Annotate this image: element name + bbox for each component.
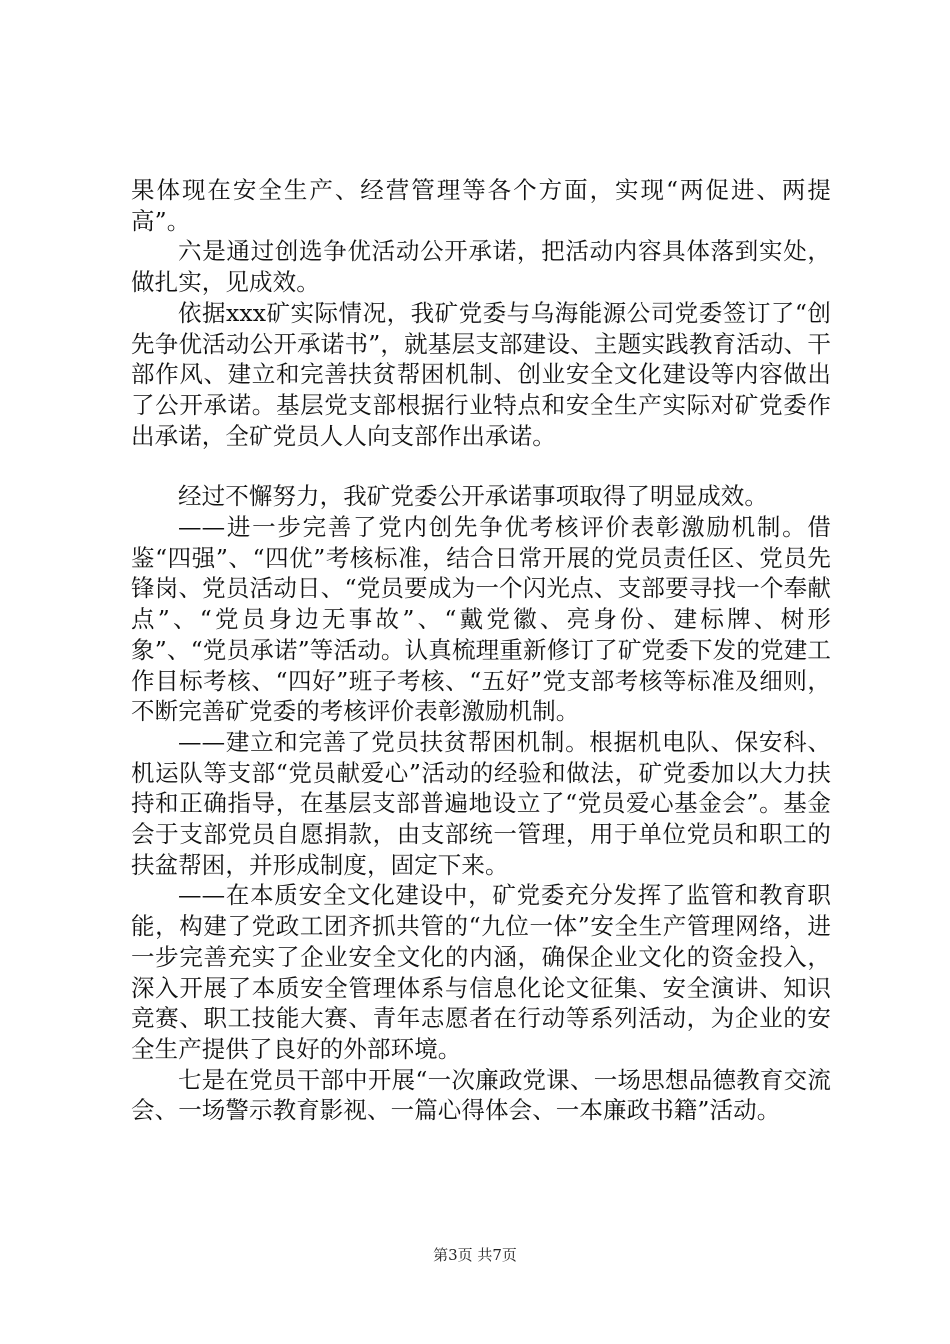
paragraph-item-seven: 七是在党员干部中开展“一次廉政党课、一场思想品德教育交流会、一场警示教育影视、一篇心得体会、一本廉政书籍”活动。: [131, 1065, 831, 1125]
document-body: [131, 175, 831, 1126]
paragraph-result-evaluation: ——进一步完善了党内创先争优考核评价表彰激励机制。借鉴“四强”、“四优”考核标准，结合日常开展的党员责任区、党员先锋岗、党员活动日、“党员要成为一个闪光点、支部要寻找一个奉献点”、“党员身边无事故”、“戴党徽、亮身份、建标牌、树形象”、“党员承诺”等活动。认真梳理重新修订了矿党委下发的党建工作目标考核、“四好”班子考核、“五好”党支部考核等标准及细则，不断完善矿党委的考核评价表彰激励机制。: [131, 513, 831, 726]
paragraph-results-intro: 经过不懈努力，我矿党委公开承诺事项取得了明显成效。: [178, 482, 768, 511]
paragraph-continuation: 果体现在安全生产、经营管理等各个方面，实现“两促进、两提高”。: [131, 176, 831, 235]
paragraph-result-safety-culture: ——在本质安全文化建设中，矿党委充分发挥了监管和教育职能，构建了党政工团齐抓共管的“九位一体”安全生产管理网络，进一步完善充实了企业安全文化的内涵，确保企业文化的资金投入，深入开展了本质安全管理体系与信息化论文征集、安全演讲、知识竞赛、职工技能大赛、青年志愿者在行动等系列活动，为企业的安全生产提供了良好的外部环境。: [131, 881, 831, 1063]
paragraph-result-poverty-aid: ——建立和完善了党员扶贫帮困机制。根据机电队、保安科、机运队等支部“党员献爱心”活动的经验和做法，矿党委加以大力扶持和正确指导，在基层支部普遍地设立了“党员爱心基金会”。基金会于支部党员自愿捐款，由支部统一管理，用于单位党员和职工的扶盆帮困，并形成制度，固定下来。: [131, 727, 831, 879]
paragraph-item-six: 六是通过创选争优活动公开承诺，把活动内容具体落到实处，做扎实，见成效。: [131, 237, 831, 297]
page-number-footer: 第3页 共7页: [433, 1246, 517, 1264]
paragraph-commitment: 依据xxx矿实际情况，我矿党委与乌海能源公司党委签订了“创先争优活动公开承诺书”，就基层支部建设、主题实践教育活动、干部作风、建立和完善扶贫帮困机制、创业安全文化建设等内容做出了公开承诺。基层党支部根据行业特点和安全生产实际对矿党委作出承诺，全矿党员人人向支部作出承诺。: [131, 298, 831, 450]
